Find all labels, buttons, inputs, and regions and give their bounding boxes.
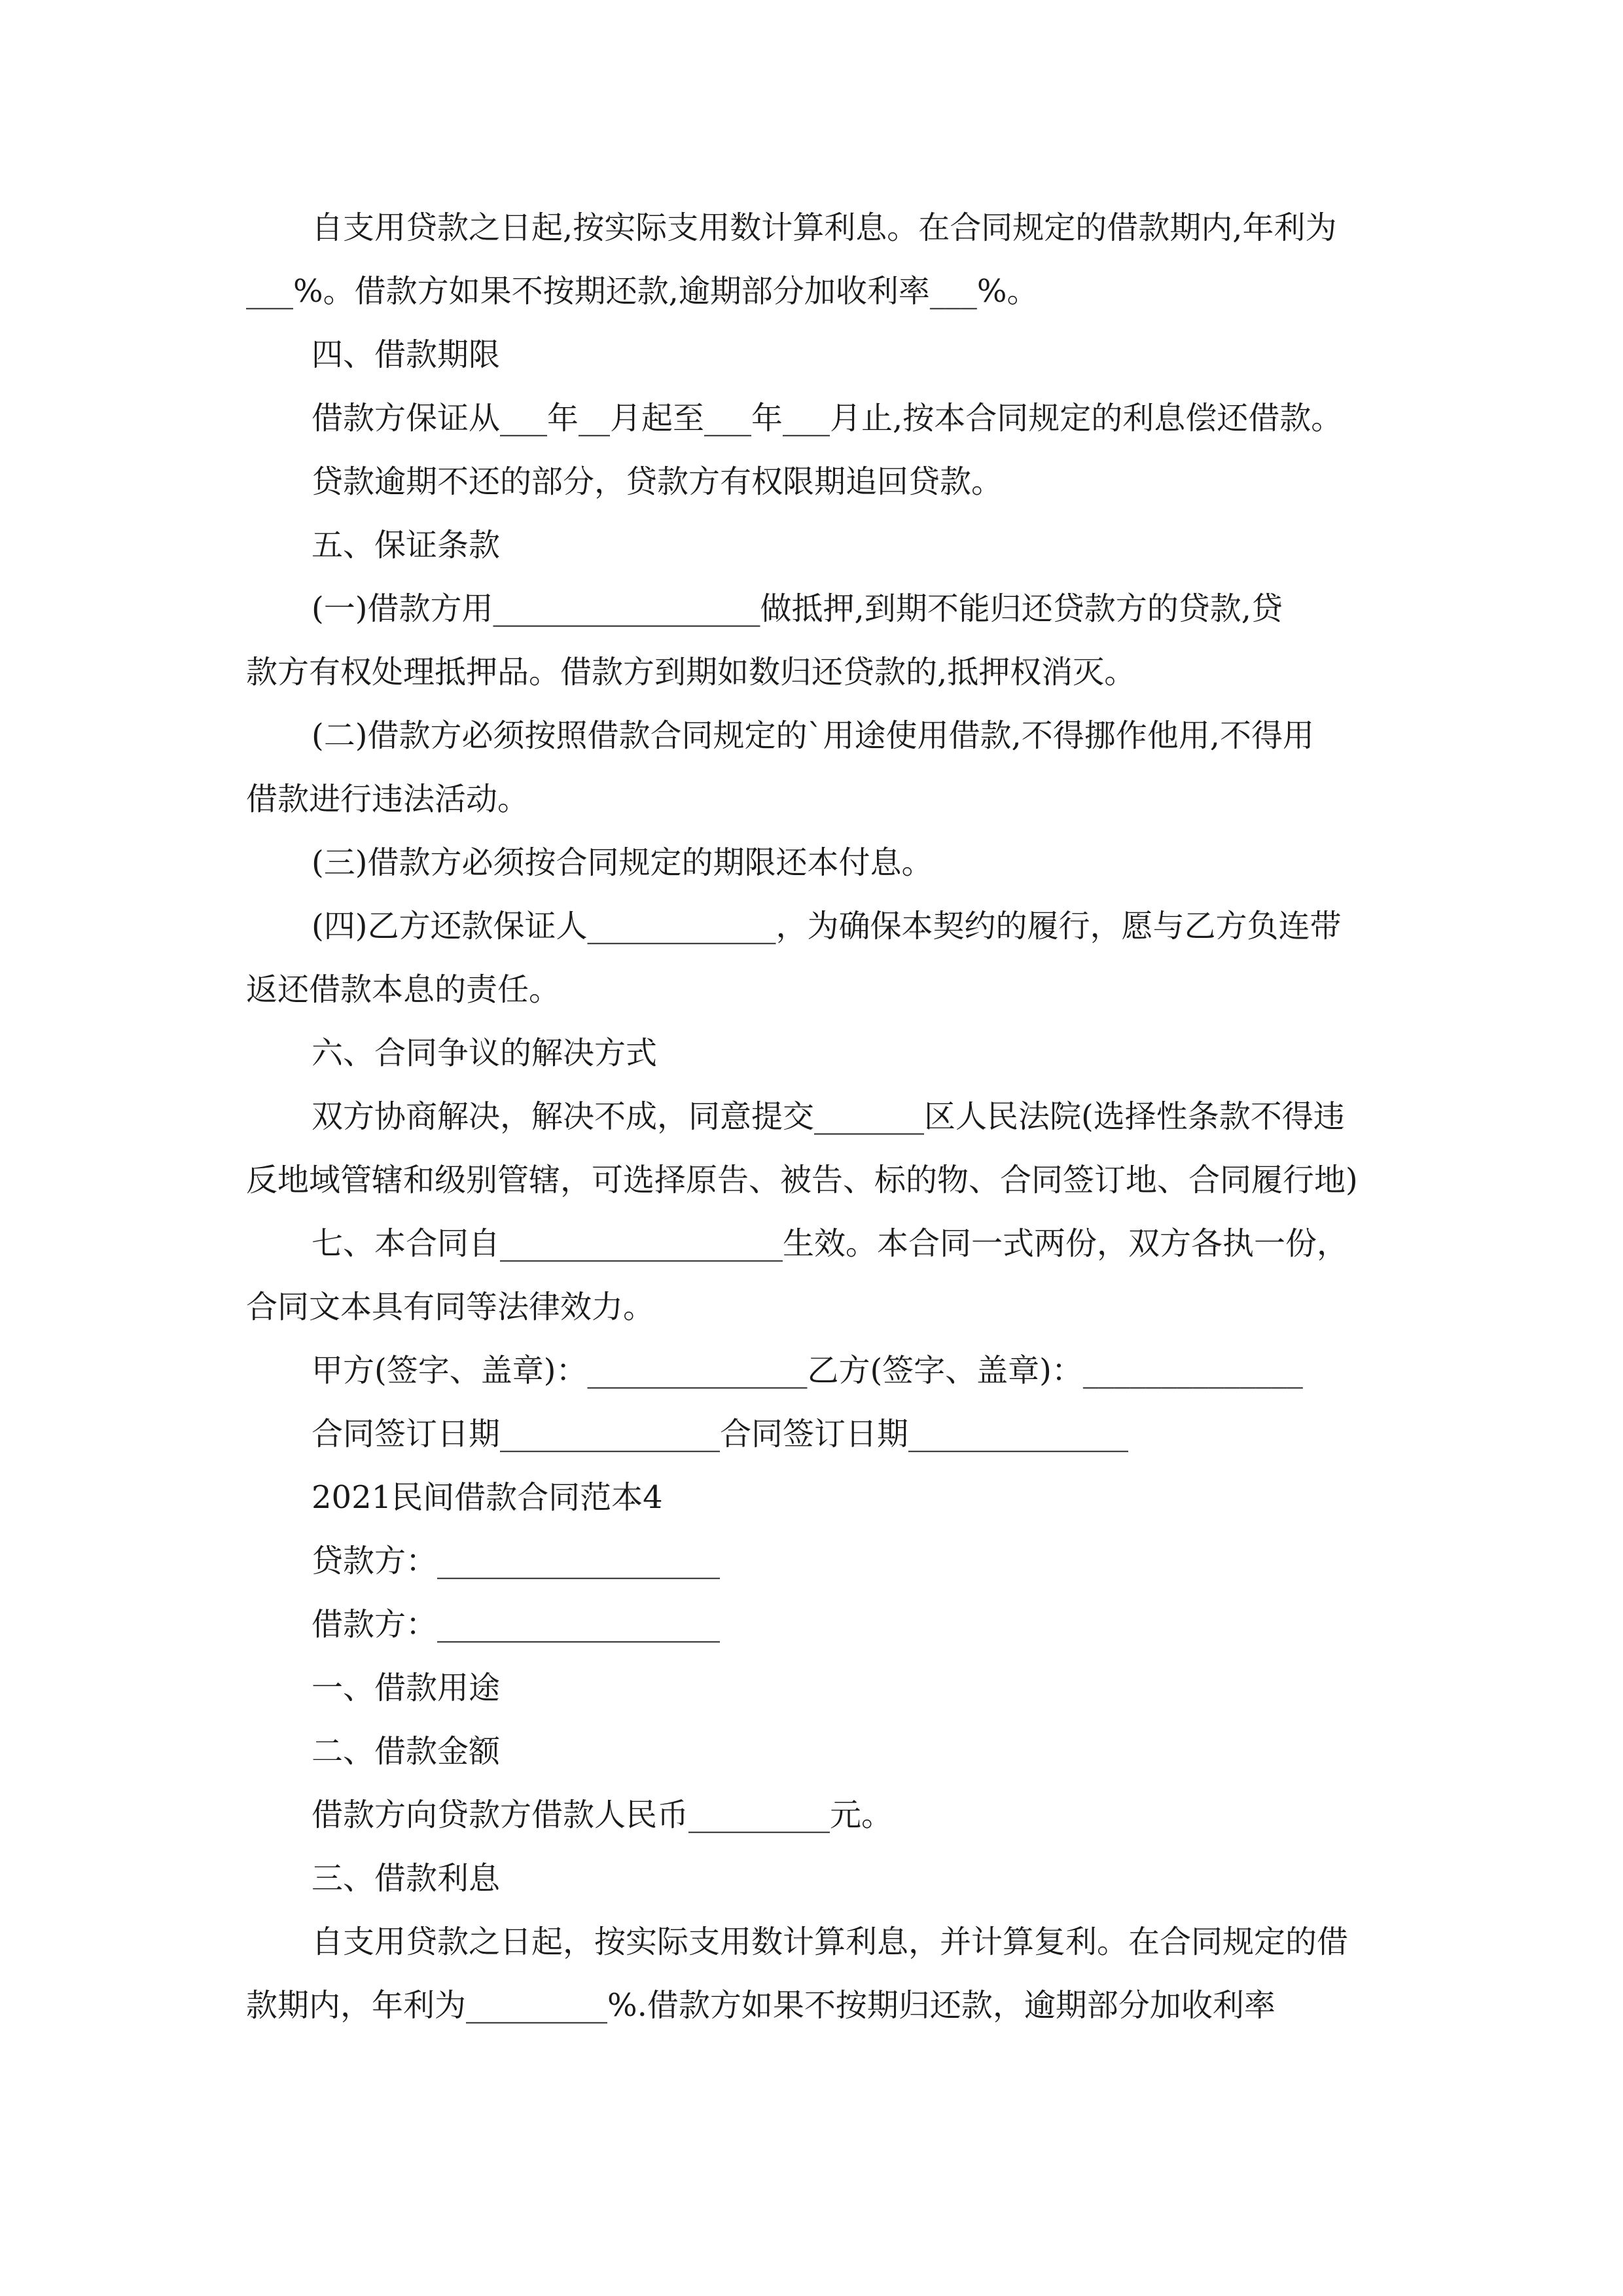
text-line: 款期内，年利为_________%.借款方如果不按期归还款，逾期部分加收利率	[246, 1987, 1275, 2024]
text-line: 借款方：__________________	[312, 1606, 721, 1643]
text-line: (二)借款方必须按照借款合同规定的`用途使用借款,不得挪作他用,不得用	[312, 717, 1314, 754]
text-line: 借款方向贷款方借款人民币_________元。	[312, 1797, 893, 1833]
text-line: 贷款方：__________________	[312, 1543, 721, 1579]
text-line: 四、借款期限	[312, 336, 501, 373]
text-line: ___%。借款方如果不按期还款,逾期部分加收利率___%。	[246, 273, 1039, 310]
text-line: 六、合同争议的解决方式	[312, 1035, 658, 1071]
text-line: 三、借款利息	[312, 1860, 501, 1897]
text-line: 二、借款金额	[312, 1733, 501, 1770]
text-line: 双方协商解决，解决不成，同意提交_______区人民法院(选择性条款不得违	[312, 1098, 1345, 1135]
text-line: 自支用贷款之日起，按实际支用数计算利息，并计算复利。在合同规定的借	[312, 1924, 1349, 1960]
text-line: (四)乙方还款保证人____________，为确保本契约的履行，愿与乙方负连带	[312, 908, 1342, 944]
text-line: 自支用贷款之日起,按实际支用数计算利息。在合同规定的借款期内,年利为	[312, 209, 1337, 246]
text-line: 七、本合同自__________________生效。本合同一式两份，双方各执一份，	[312, 1225, 1349, 1262]
text-line: 一、借款用途	[312, 1670, 501, 1706]
text-line: 甲方(签字、盖章)：______________乙方(签字、盖章)：______________	[312, 1352, 1303, 1389]
text-line: 贷款逾期不还的部分，贷款方有权限期追回贷款。	[312, 463, 1003, 500]
text-line: (三)借款方必须按合同规定的期限还本付息。	[312, 844, 933, 881]
text-line: 反地域管辖和级别管辖，可选择原告、被告、标的物、合同签订地、合同履行地)	[246, 1162, 1358, 1198]
text-line: 合同文本具有同等法律效力。	[246, 1289, 655, 1325]
text-line: 五、保证条款	[312, 527, 501, 564]
text-line: 2021民间借款合同范本4	[312, 1479, 663, 1516]
document-page	[246, 196, 1385, 2037]
text-line: 返还借款本息的责任。	[246, 971, 561, 1008]
text-line: 借款方保证从___年__月起至___年___月止,按本合同规定的利息偿还借款。	[312, 400, 1343, 437]
text-line: 借款进行违法活动。	[246, 781, 529, 817]
text-line: 合同签订日期______________合同签订日期______________	[312, 1416, 1129, 1452]
text-line: 款方有权处理抵押品。借款方到期如数归还贷款的,抵押权消灭。	[246, 654, 1136, 691]
text-line: (一)借款方用_________________做抵押,到期不能归还贷款方的贷款,贷	[312, 590, 1283, 627]
